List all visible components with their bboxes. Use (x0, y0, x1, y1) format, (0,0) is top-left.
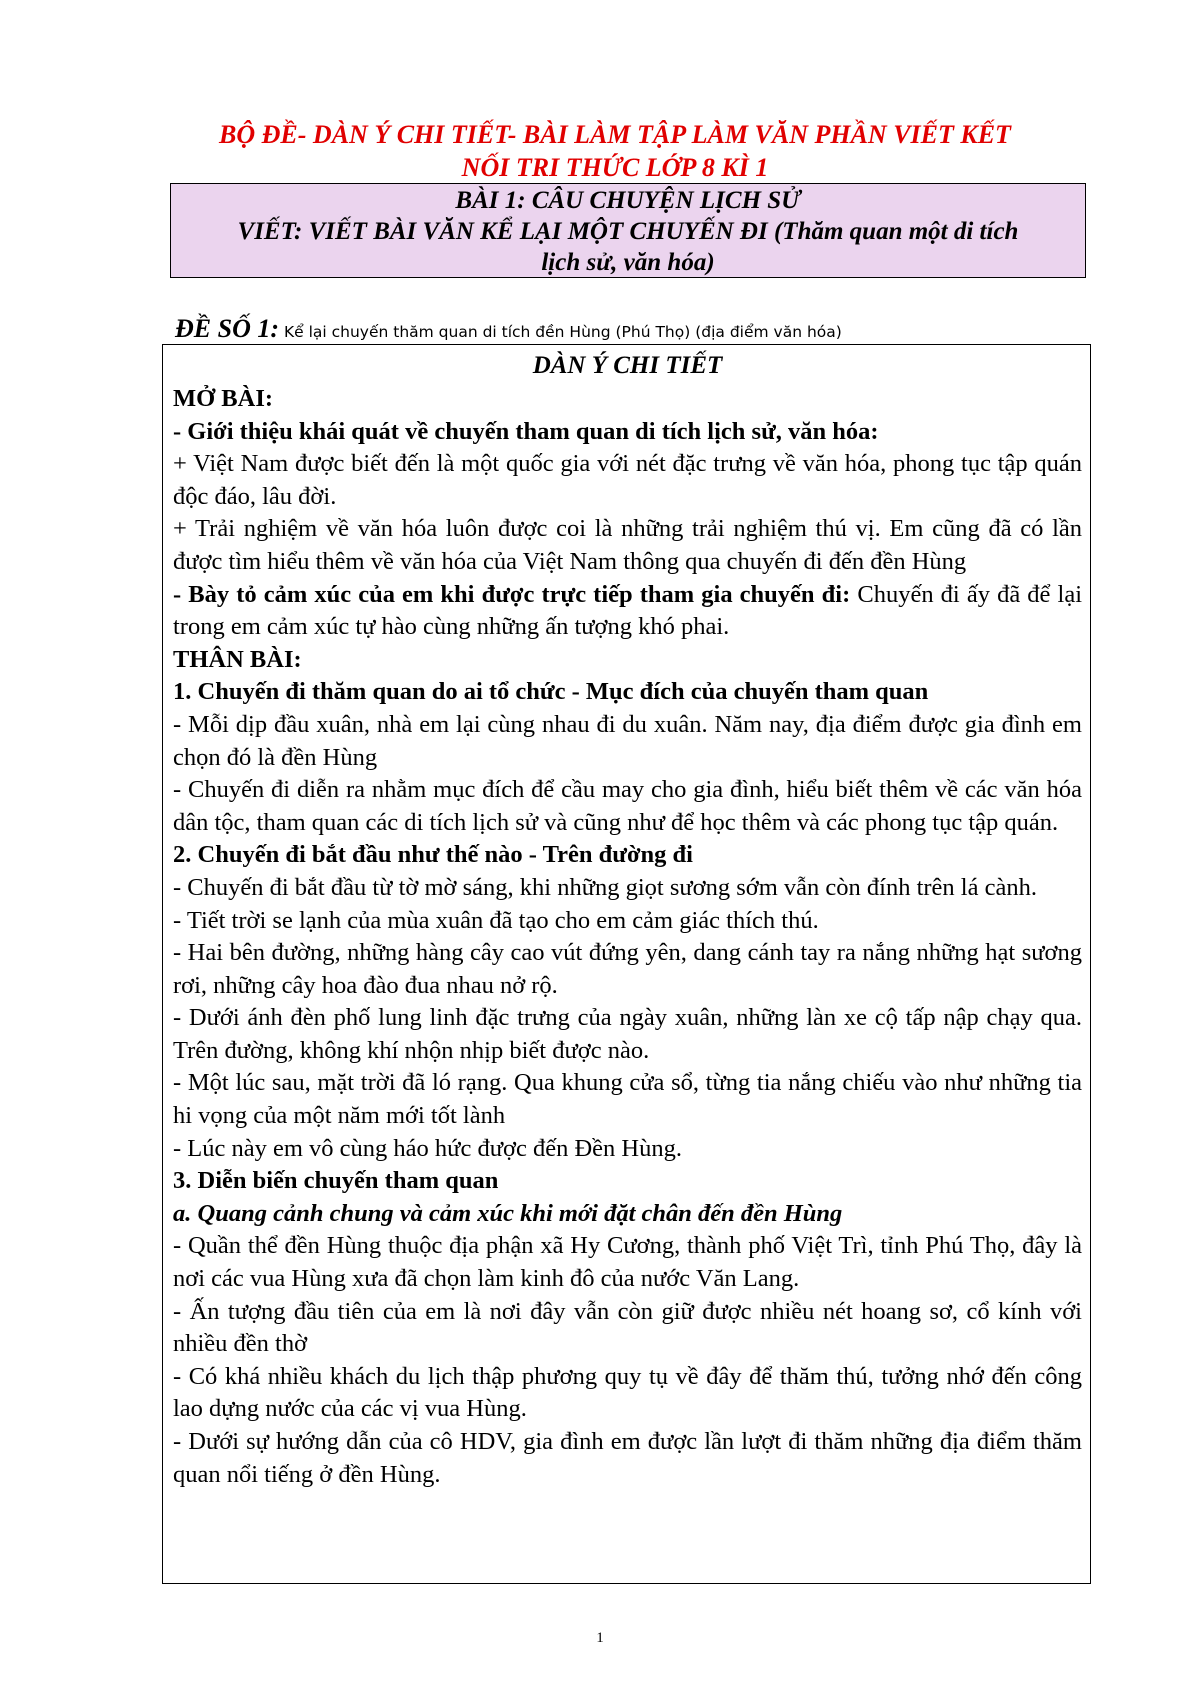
subsection-heading-1: 1. Chuyến đi thăm quan do ai tổ chức - Mục đích của chuyến tham quan (173, 678, 929, 706)
section-heading-intro: MỞ BÀI: (173, 385, 274, 412)
body-point-text: - Tiết trời se lạnh của mùa xuân đã tạo cho em cảm giác thích thú. (173, 906, 819, 934)
detailed-outline-box (162, 344, 1091, 1584)
body-point-text: - Dưới sự hướng dẫn của cô HDV, gia đình em được lần lượt đi thăm những địa điểm thăm quan nổi tiếng ở đền Hùng. (173, 1428, 1082, 1488)
body-point-text: - Mỗi dịp đầu xuân, nhà em lại cùng nhau đi du xuân. Năm nay, địa điểm được gia đình em chọn đó là đền Hùng (173, 710, 1082, 771)
document-title-line-2: NỐI TRI THỨC LỚP 8 KÌ 1 (461, 153, 769, 182)
outline-title: DÀN Ý CHI TIẾT (532, 352, 723, 379)
document-title-line-1: BỘ ĐỀ- DÀN Ý CHI TIẾT- BÀI LÀM TẬP LÀM VĂN PHẦN VIẾT KẾT (219, 120, 1011, 149)
intro-point-text: + Việt Nam được biết đến là một quốc gia với nét đặc trưng về văn hóa, phong tục tập quán độc đáo, lâu đời. (173, 450, 1082, 510)
intro-feeling-heading: - Bày tỏ cảm xúc của em khi được trực tiếp tham gia chuyến đi: (173, 580, 851, 608)
section-heading-body: THÂN BÀI: (173, 645, 302, 673)
body-point-text: - Chuyến đi bắt đầu từ tờ mờ sáng, khi những giọt sương sớm vẫn còn đính trên lá cành. (173, 873, 1037, 901)
body-point-text: - Có khá nhiều khách du lịch thập phương quy tụ về đây để thăm thú, tưởng nhớ đến công lao dựng nước của các vị vua Hùng. (173, 1362, 1082, 1423)
essay-prompt (175, 314, 1085, 344)
body-point-text: - Quần thể đền Hùng thuộc địa phận xã Hy Cương, thành phố Việt Trì, tỉnh Phú Thọ, đây là nơi các vua Hùng xưa đã chọn làm kinh đô của nước Văn Lang. (173, 1232, 1082, 1293)
lesson-writing-task-cont: lịch sử, văn hóa) (541, 249, 715, 276)
lesson-header-box (170, 183, 1086, 278)
subsection-heading-3: 3. Diễn biến chuyến tham quan (173, 1167, 499, 1195)
body-point-text: - Một lúc sau, mặt trời đã ló rạng. Qua khung cửa sổ, từng tia nắng chiếu vào như những tia hi vọng của một năm mới tốt lành (173, 1069, 1082, 1130)
body-point-text: - Ấn tượng đầu tiên của em là nơi đây vẫn còn giữ được nhiều nét hoang sơ, cổ kính với nhiều đền thờ (173, 1297, 1082, 1358)
prompt-text: Kể lại chuyến thăm quan di tích đền Hùng (Phú Thọ) (địa điểm văn hóa) (279, 323, 842, 341)
lesson-title: BÀI 1: CÂU CHUYỆN LỊCH SỬ (455, 187, 801, 214)
subsection-heading-3a: a. Quang cảnh chung và cảm xúc khi mới đặt chân đến đền Hùng (173, 1199, 843, 1227)
body-point-text: - Hai bên đường, những hàng cây cao vút đứng yên, dang cánh tay ra nắng những hạt sương rơi, những cây hoa đào đua nhau nở rộ. (173, 939, 1082, 999)
intro-feeling-paragraph (173, 579, 1082, 644)
intro-point-heading: - Giới thiệu khái quát về chuyến tham quan di tích lịch sử, văn hóa: (173, 417, 879, 445)
intro-point-text: + Trải nghiệm về văn hóa luôn được coi là những trải nghiệm thú vị. Em cũng đã có lần được tìm hiểu thêm về văn hóa của Việt Nam thông qua chuyến đi đến đền Hùng (173, 515, 1082, 575)
body-point-text: - Chuyến đi diễn ra nhằm mục đích để cầu may cho gia đình, hiểu biết thêm về các văn hóa dân tộc, tham quan các di tích lịch sử và cũng như để học thêm và các phong tục tập quán. (173, 776, 1082, 836)
subsection-heading-2: 2. Chuyến đi bắt đầu như thế nào - Trên đường đi (173, 841, 693, 869)
body-point-text: - Dưới ánh đèn phố lung linh đặc trưng của ngày xuân, những làn xe cộ tấp nập chạy qua. Trên đường, không khí nhộn nhịp biết được nào. (173, 1004, 1082, 1064)
document-title (150, 118, 1080, 184)
page-number: 1 (596, 1630, 604, 1646)
intro-feeling-text: Chuyến đi ấy đã để lại trong em cảm xúc tự hào cùng những ấn tượng khó phai. (173, 580, 1083, 641)
prompt-label: ĐỀ SỐ 1: (175, 314, 280, 343)
lesson-writing-task: VIẾT: VIẾT BÀI VĂN KỂ LẠI MỘT CHUYẾN ĐI (Thăm quan một di tích (237, 218, 1019, 245)
body-point-text: - Lúc này em vô cùng háo hức được đến Đền Hùng. (173, 1134, 682, 1162)
